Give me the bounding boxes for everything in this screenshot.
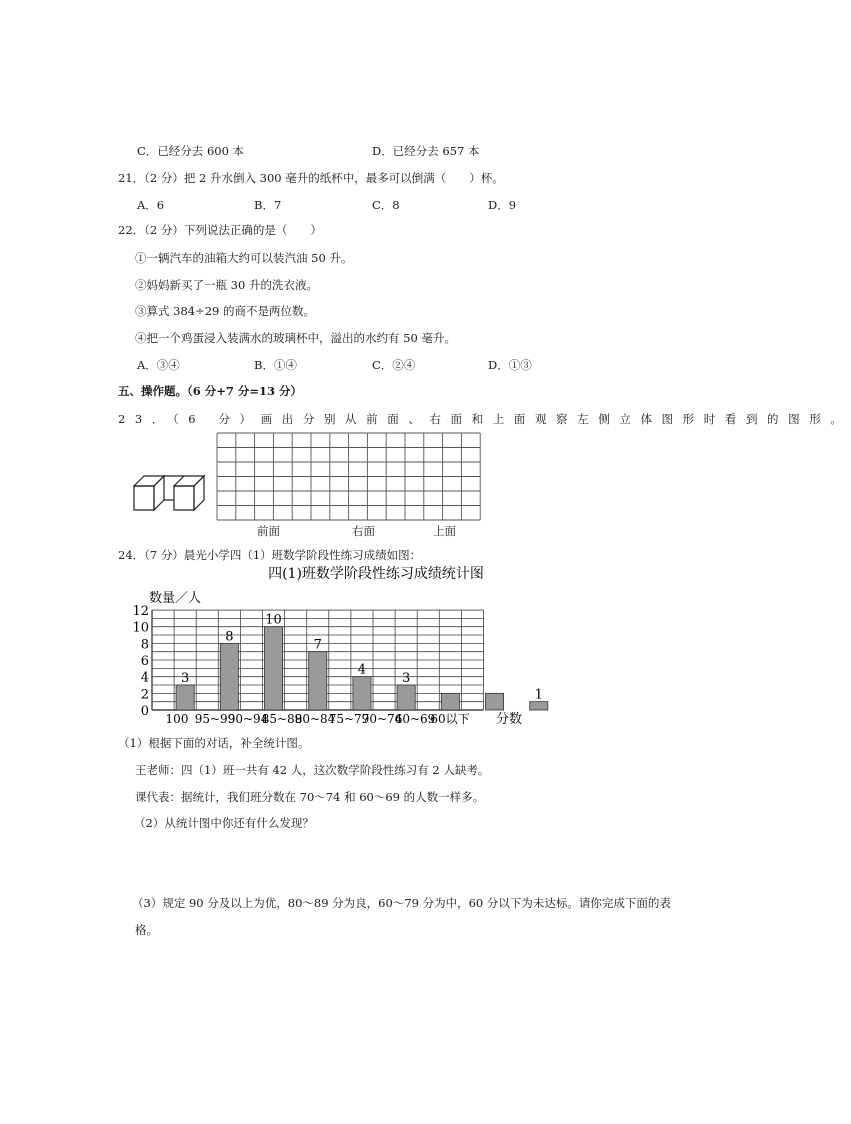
q22-statement-3: ③算式 384÷29 的商不是两位数。 <box>135 304 316 318</box>
view-label-front: 前面 <box>257 524 280 538</box>
section5-title: 五、操作题。（6 分+7 分=13 分） <box>118 384 303 398</box>
q24-sub3-line2: 格。 <box>135 923 158 937</box>
chart-y-tick-label: 10 <box>132 620 149 636</box>
view-label-right: 右面 <box>352 524 375 538</box>
chart-data-label: 8 <box>225 629 234 645</box>
q21-option-c: C．8 <box>372 198 400 212</box>
q24-sub2: （2）从统计图中你还有什么发现？ <box>134 816 314 830</box>
chart-y-tick-label: 6 <box>140 654 149 670</box>
q22-stem: 22．（2 分）下列说法正确的是（ ） <box>118 223 322 237</box>
chart-bar <box>264 627 282 710</box>
chart-x-tick-label: 90~94 <box>227 712 269 726</box>
chart-data-label: 7 <box>313 637 322 653</box>
chart-x-tick-label: 100 <box>165 712 189 726</box>
q20-option-c: C．已经分去 600 本 <box>137 144 245 158</box>
chart-title: 四(1)班数学阶段性练习成绩统计图 <box>268 566 484 582</box>
view-label-top: 上面 <box>433 524 456 538</box>
chart-bar <box>353 677 371 710</box>
chart-bar <box>220 643 238 710</box>
q24-sub3-line1: （3）规定 90 分及以上为优，80～89 分为良，60～79 分为中，60 分以下为未达标。请你完成下面的表 <box>132 896 671 910</box>
chart-x-tick-label: 75~79 <box>328 712 370 726</box>
q22-option-d: D．①③ <box>488 358 532 372</box>
drawing-grid[interactable] <box>216 432 482 522</box>
q24-rep-dialogue: 课代表：据统计，我们班分数在 70～74 和 60～69 的人数一样多。 <box>135 790 485 804</box>
chart-y-tick-label: 8 <box>140 637 149 653</box>
chart-x-tick-label: 60~69 <box>394 712 436 726</box>
chart-bar <box>397 685 415 710</box>
chart-y-tick-label: 0 <box>140 704 149 719</box>
q22-option-b: B．①④ <box>254 358 297 372</box>
q22-statement-2: ②妈妈新买了一瓶 30 升的洗衣液。 <box>135 278 318 292</box>
chart-y-tick-label: 2 <box>140 687 149 703</box>
chart-y-tick-label: 4 <box>140 670 149 686</box>
chart-data-label: 10 <box>265 612 282 628</box>
chart-bar <box>309 652 327 710</box>
chart-x-tick-label: 85~89 <box>261 712 303 726</box>
cube-figure <box>130 472 210 516</box>
chart-bar <box>441 693 459 710</box>
chart-data-label: 3 <box>402 671 411 687</box>
q22-statement-4: ④把一个鸡蛋浸入装满水的玻璃杯中，溢出的水约有 50 毫升。 <box>135 331 456 345</box>
chart-bar <box>176 685 194 710</box>
chart-x-tick-label: 70~74 <box>361 712 403 726</box>
q22-option-c: C．②④ <box>372 358 416 372</box>
q21-option-d: D．9 <box>488 198 517 212</box>
chart-bar <box>530 702 548 710</box>
q22-option-a: A．③④ <box>137 358 180 372</box>
chart-data-label: 1 <box>534 687 543 703</box>
q21-option-b: B．7 <box>254 198 282 212</box>
chart-y-axis-label: 数量／人 <box>149 591 202 606</box>
q24-stem: 24．（7 分）晨光小学四（1）班数学阶段性练习成绩如图： <box>118 548 422 562</box>
chart-y-tick-label: 12 <box>132 604 149 620</box>
q22-statement-1: ①一辆汽车的油箱大约可以装汽油 50 升。 <box>135 251 353 265</box>
chart-x-tick-label: 95~99 <box>194 712 236 726</box>
chart-x-axis-label: 分数 <box>496 712 523 727</box>
q21-stem: 21．（2 分）把 2 升水倒入 300 毫升的纸杯中，最多可以倒满（ ）杯。 <box>118 171 504 185</box>
q24-teacher-dialogue: 王老师：四（1）班一共有 42 人，这次数学阶段性练习有 2 人缺考。 <box>135 763 490 777</box>
score-bar-chart <box>128 562 543 732</box>
q20-option-d: D．已经分去 657 本 <box>372 144 480 158</box>
chart-x-tick-label: 60以下 <box>430 712 470 726</box>
chart-bar <box>485 693 503 710</box>
q24-sub1: （1）根据下面的对话，补全统计图。 <box>118 736 310 750</box>
chart-data-label: 4 <box>357 662 367 678</box>
q23-stem: 23．（6 分）画出分别从前面、右面和上面观察左侧立体图形时看到的图形。 <box>118 412 851 426</box>
chart-data-label: 3 <box>181 671 190 687</box>
chart-x-tick-label: 80~84 <box>294 712 336 726</box>
q21-option-a: A．6 <box>137 198 165 212</box>
